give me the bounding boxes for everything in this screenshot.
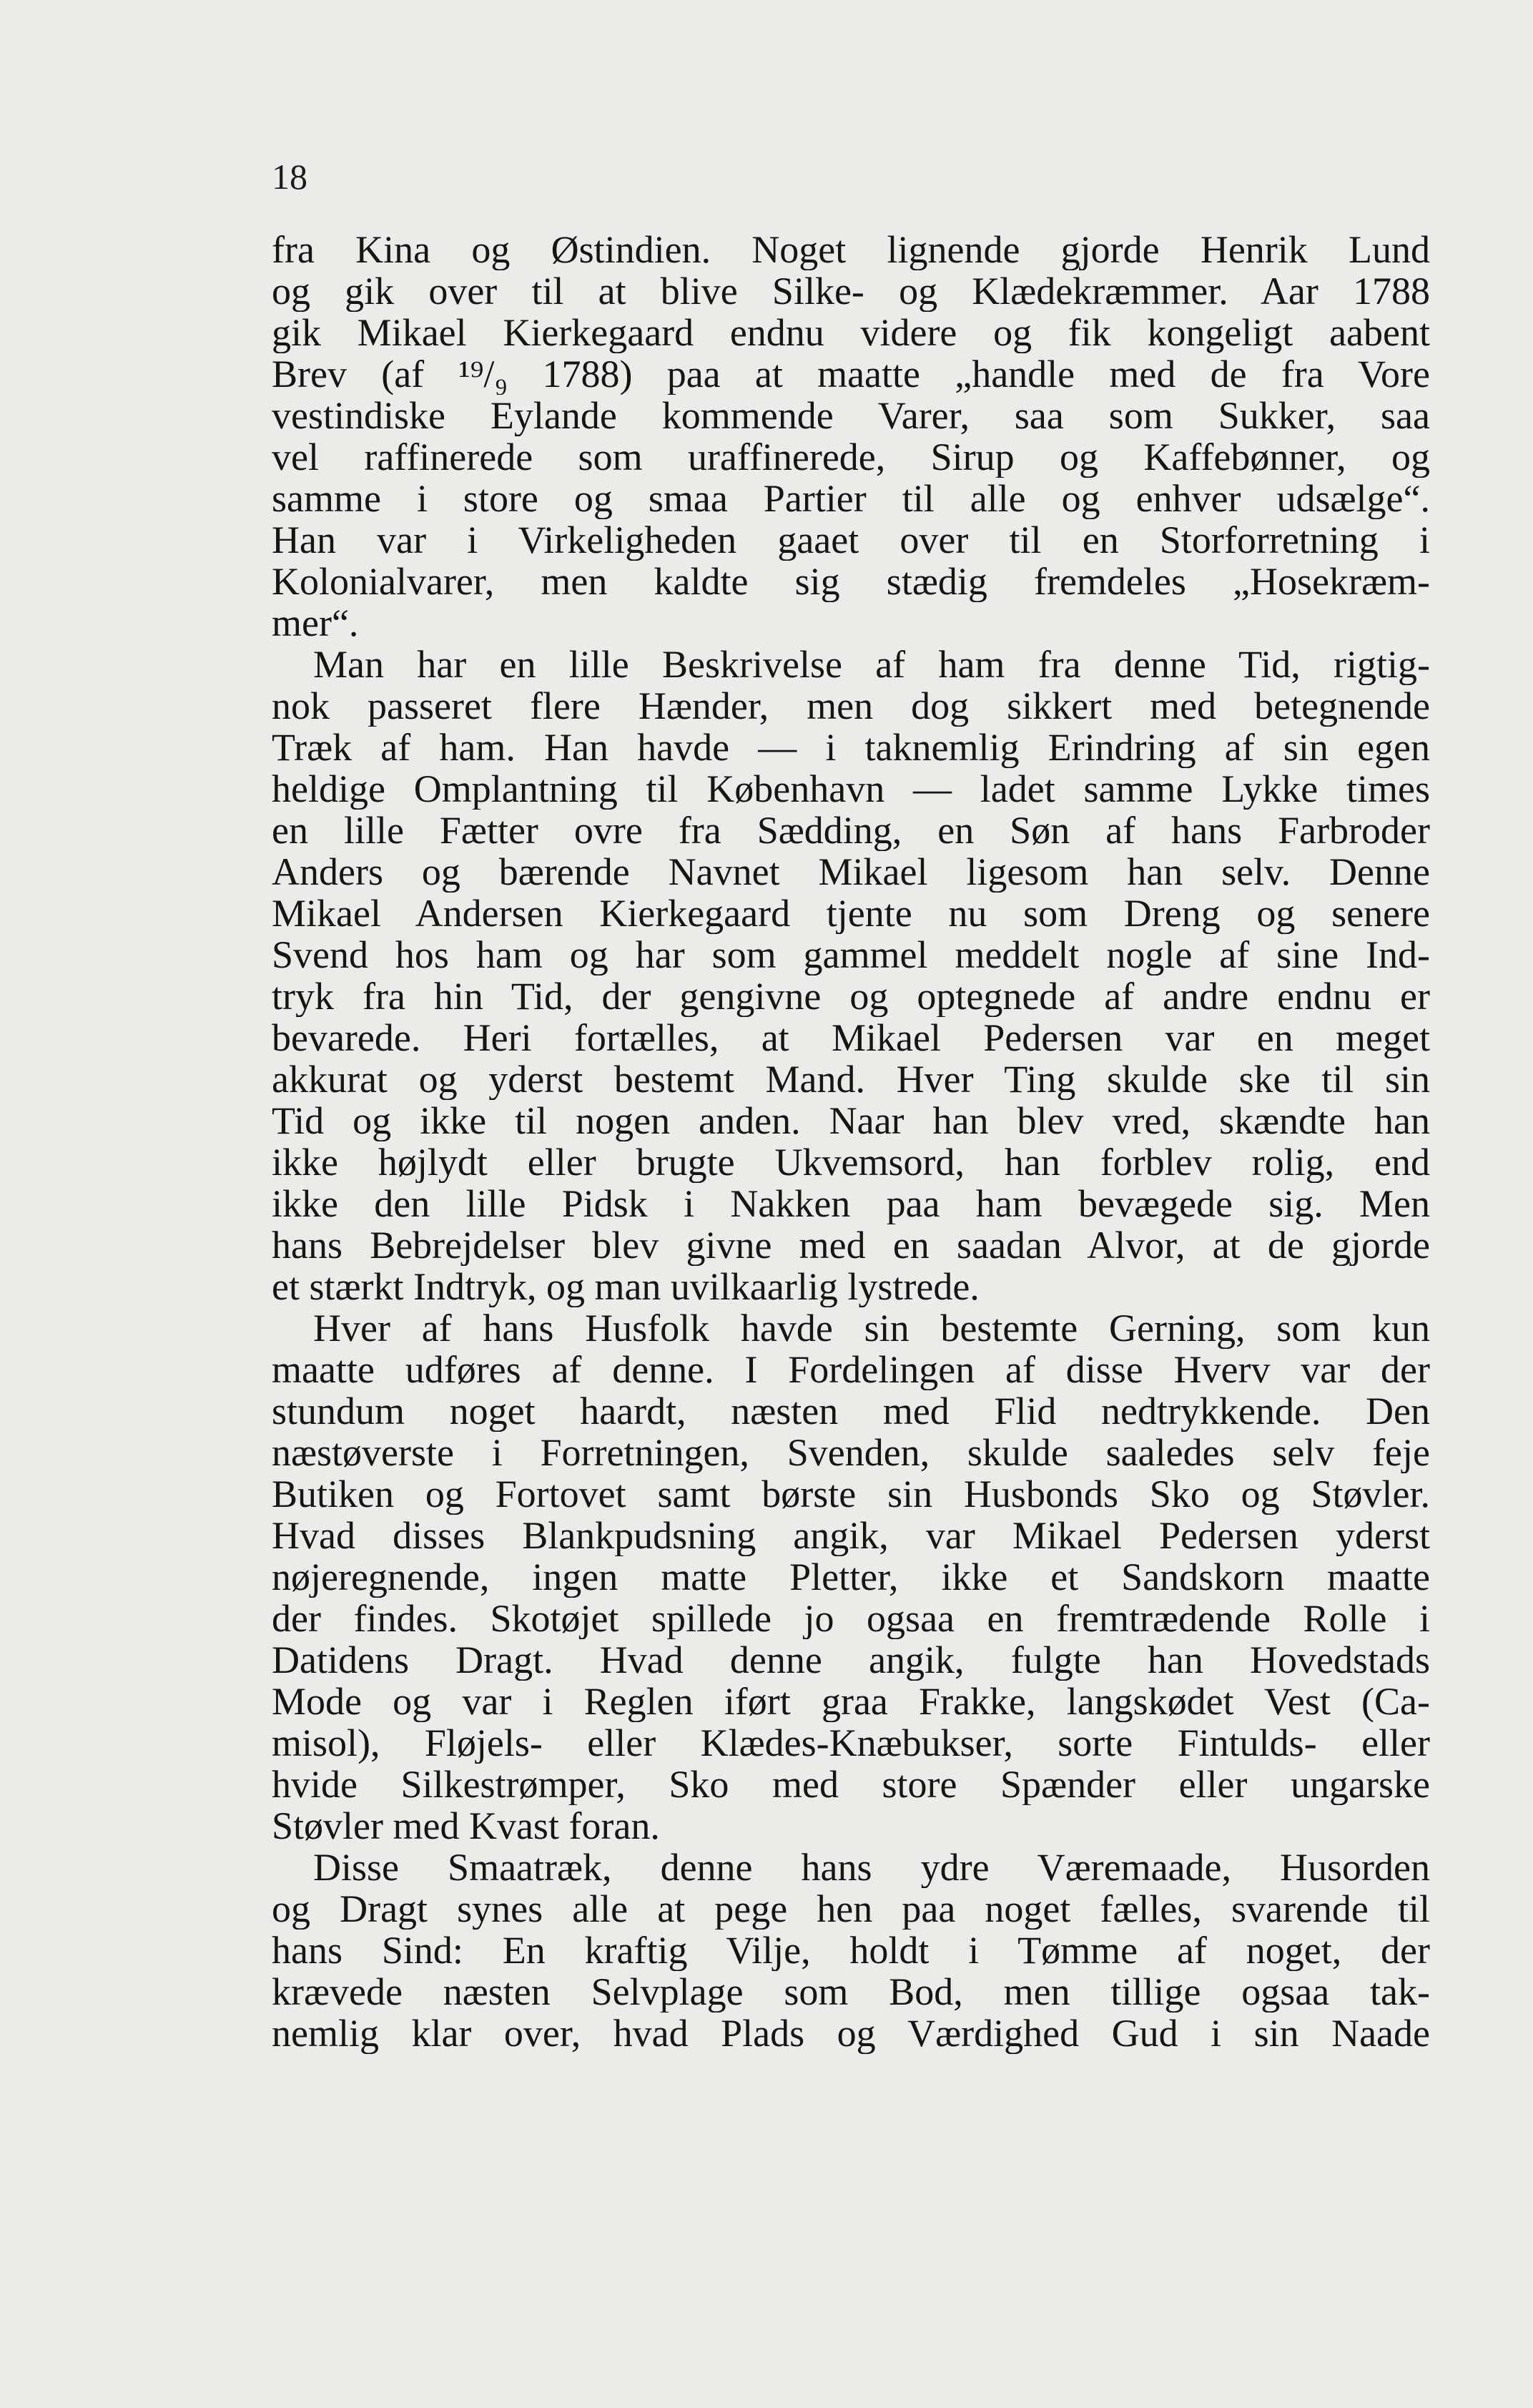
- text-line: nemlig klar over, hvad Plads og Værdighed Gud i sin Naade: [272, 2013, 1430, 2054]
- text-line: Kolonialvarer, men kaldte sig stædig fremdeles „Hosekræm-: [272, 561, 1430, 602]
- text-line: Træk af ham. Han havde — i taknemlig Erindring af sin egen: [272, 727, 1430, 768]
- body-text: [272, 229, 1430, 2054]
- text-line: nøjeregnende, ingen matte Pletter, ikke et Sandskorn maatte: [272, 1556, 1430, 1598]
- text-line: Mode og var i Reglen iført graa Frakke, langskødet Vest (Ca-: [272, 1681, 1430, 1722]
- text-line: Tid og ikke til nogen anden. Naar han blev vred, skændte han: [272, 1100, 1430, 1141]
- text-line: Svend hos ham og har som gammel meddelt nogle af sine Ind-: [272, 934, 1430, 976]
- text-line: hans Sind: En kraftig Vilje, holdt i Tømme af noget, der: [272, 1930, 1430, 1971]
- text-line: Datidens Dragt. Hvad denne angik, fulgte han Hovedstads: [272, 1639, 1430, 1681]
- text-line: hvide Silkestrømper, Sko med store Spænder eller ungarske: [272, 1764, 1430, 1805]
- text-line: ikke den lille Pidsk i Nakken paa ham bevægede sig. Men: [272, 1183, 1430, 1224]
- text-line: Brev (af ¹⁹/₉ 1788) paa at maatte „handle med de fra Vore: [272, 353, 1430, 395]
- text-line: et stærkt Indtryk, og man uvilkaarlig lystrede.: [272, 1266, 980, 1307]
- page-number: 18: [272, 157, 307, 197]
- text-line: krævede næsten Selvplage som Bod, men tillige ogsaa tak-: [272, 1971, 1430, 2013]
- text-line: Støvler med Kvast foran.: [272, 1805, 660, 1847]
- text-line: mer“.: [272, 602, 359, 644]
- text-line: akkurat og yderst bestemt Mand. Hver Ting skulde ske til sin: [272, 1058, 1430, 1100]
- paragraph: [272, 644, 1430, 1307]
- text-line: hans Bebrejdelser blev givne med en saadan Alvor, at de gjorde: [272, 1224, 1430, 1266]
- text-line: tryk fra hin Tid, der gengivne og optegnede af andre endnu er: [272, 976, 1430, 1017]
- text-line: vestindiske Eylande kommende Varer, saa som Sukker, saa: [272, 395, 1430, 436]
- text-line: misol), Fløjels- eller Klædes-Knæbukser, sorte Fintulds- eller: [272, 1722, 1430, 1764]
- text-line: Butiken og Fortovet samt børste sin Husbonds Sko og Støvler.: [272, 1473, 1430, 1515]
- text-line: gik Mikael Kierkegaard endnu videre og fik kongeligt aabent: [272, 312, 1430, 353]
- text-line: Man har en lille Beskrivelse af ham fra denne Tid, rigtig-: [313, 644, 1430, 685]
- text-line: og gik over til at blive Silke- og Klædekræmmer. Aar 1788: [272, 270, 1430, 312]
- text-line: Hver af hans Husfolk havde sin bestemte Gerning, som kun: [313, 1307, 1430, 1349]
- paragraph: [272, 1307, 1430, 1847]
- text-line: Disse Smaatræk, denne hans ydre Væremaade, Husorden: [313, 1847, 1430, 1888]
- text-line: Anders og bærende Navnet Mikael ligesom han selv. Denne: [272, 851, 1430, 893]
- text-line: en lille Fætter ovre fra Sædding, en Søn af hans Farbroder: [272, 810, 1430, 851]
- text-line: og Dragt synes alle at pege hen paa noget fælles, svarende til: [272, 1888, 1430, 1930]
- text-line: heldige Omplantning til København — ladet samme Lykke times: [272, 768, 1430, 810]
- text-line: stundum noget haardt, næsten med Flid nedtrykkende. Den: [272, 1390, 1430, 1432]
- text-line: der findes. Skotøjet spillede jo ogsaa en fremtrædende Rolle i: [272, 1598, 1430, 1639]
- text-line: fra Kina og Østindien. Noget lignende gjorde Henrik Lund: [272, 229, 1430, 270]
- text-line: maatte udføres af denne. I Fordelingen af disse Hverv var der: [272, 1349, 1430, 1390]
- text-line: Han var i Virkeligheden gaaet over til en Storforretning i: [272, 519, 1430, 561]
- text-line: Mikael Andersen Kierkegaard tjente nu som Dreng og senere: [272, 893, 1430, 934]
- text-line: næstøverste i Forretningen, Svenden, skulde saaledes selv feje: [272, 1432, 1430, 1473]
- text-line: vel raffinerede som uraffinerede, Sirup og Kaffebønner, og: [272, 436, 1430, 478]
- text-line: nok passeret flere Hænder, men dog sikkert med betegnende: [272, 685, 1430, 727]
- text-line: bevarede. Heri fortælles, at Mikael Pedersen var en meget: [272, 1017, 1430, 1058]
- text-line: samme i store og smaa Partier til alle og enhver udsælge“.: [272, 478, 1430, 519]
- text-line: ikke højlydt eller brugte Ukvemsord, han forblev rolig, end: [272, 1141, 1430, 1183]
- paragraph: [272, 1847, 1430, 2054]
- text-line: Hvad disses Blankpudsning angik, var Mikael Pedersen yderst: [272, 1515, 1430, 1556]
- paragraph: [272, 229, 1430, 644]
